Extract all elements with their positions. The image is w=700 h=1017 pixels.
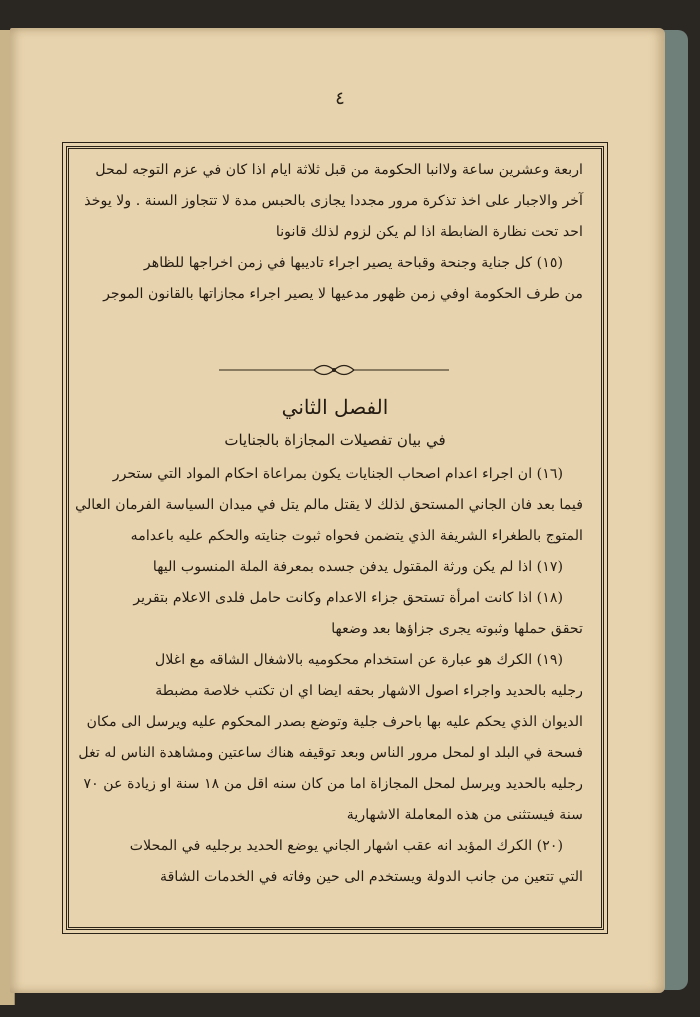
article-20: (٢٠) الكرك المؤبد انه عقب اشهار الجاني يوضع الحديد برجليه في المحلات: [129, 838, 563, 854]
page-number: ٤: [335, 88, 345, 109]
text-line: سنة فيستثنى من هذه المعاملة الاشهارية: [346, 807, 583, 823]
article-16: (١٦) ان اجراء اعدام اصحاب الجنايات يكون بمراعاة احكام المواد التي ستحرر: [112, 466, 563, 482]
text-frame: [66, 146, 604, 930]
article-19: (١٩) الكرك هو عبارة عن استخدام محكوميه بالاشغال الشاقه مع اغلال: [155, 652, 563, 668]
article-18: (١٨) اذا كانت امرأة تستحق جزاء الاعدام وكانت حامل فلدى الاعلام بتقرير: [133, 590, 563, 606]
article-17: (١٧) اذا لم يكن ورثة المقتول يدفن جسده بمعرفة الملة المنسوب اليها: [152, 559, 563, 575]
text-line: المتوج بالطغراء الشريفة الذي يتضمن فحواه ثبوت جنايته والحكم عليه باعدامه: [130, 528, 583, 544]
article-15: (١٥) كل جناية وجنحة وقباحة يصير اجراء تاديبها في زمن اخراجها للظاهر: [143, 255, 563, 271]
chapter-title: الفصل الثاني: [281, 395, 389, 419]
text-line: التي تتعين من جانب الدولة ويستخدم الى حين وفاته في الخدمات الشاقة: [160, 869, 583, 885]
text-line: احد تحت نظارة الضابطة اذا لم يكن لزوم لذلك قانونا: [275, 224, 583, 240]
text-line: فسحة في البلد او لمحل مرور الناس وبعد توقيفه هناك ساعتين ومشاهدة الناس له تغل: [78, 745, 583, 761]
text-line: فيما بعد فان الجاني المستحق لذلك لا يقتل مالم يتل في ميدان السياسة الفرمان العالي: [75, 497, 583, 513]
book-page: [10, 28, 665, 993]
text-line: تحقق حملها وثبوته يجرى جزاؤها بعد وضعها: [331, 621, 583, 637]
chapter-subtitle: في بيان تفصيلات المجازاة بالجنايات: [224, 431, 446, 449]
text-line: الديوان الذي يحكم عليه بها باحرف جلية وتوضع بصدر المحكوم عليه ويرسل الى مكان: [86, 714, 583, 730]
ornament-divider: [219, 363, 449, 377]
text-line: من طرف الحكومة اوفي زمن ظهور مدعيها لا يصير اجراء مجازاتها بالقانون الموجر: [103, 286, 583, 302]
bottom-text-block: [75, 459, 583, 893]
text-line: رجليه بالحديد ويرسل لمحل المجازاة اما من كان سنه اقل من ١٨ سنة او زيادة عن ٧٠: [83, 776, 583, 792]
text-line: آخر والاجبار على اخذ تذكرة مرور مجددا يجازى بالحبس مدة لا تتجاوز السنة . ولا يوخذ: [84, 193, 583, 209]
text-line: اربعة وعشرين ساعة ولاانبا الحكومة من قبل ثلاثة ايام اذا كان في عزم التوجه لمحل: [95, 162, 583, 178]
top-text-block: [84, 155, 583, 310]
text-line: رجليه بالحديد واجراء اصول الاشهار بحقه ايضا اي ان تكتب خلاصة مضبطة: [155, 683, 583, 699]
